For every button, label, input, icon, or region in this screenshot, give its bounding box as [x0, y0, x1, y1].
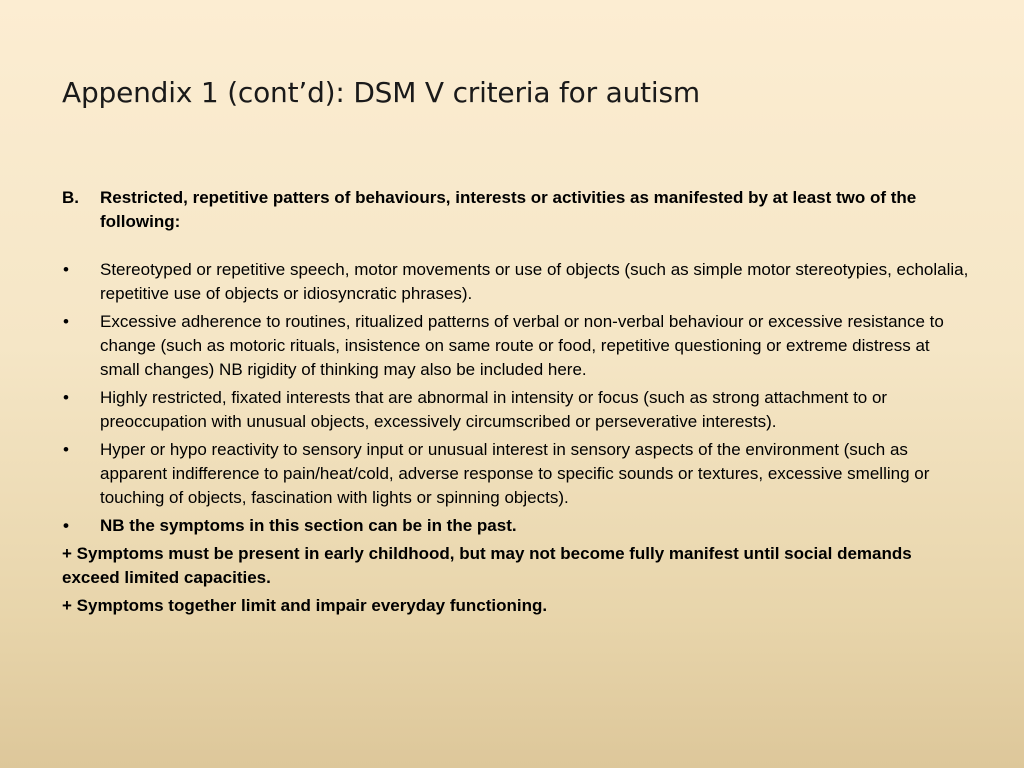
list-item	[62, 514, 972, 538]
bullet-icon: •	[63, 388, 69, 407]
section-text: Restricted, repetitive patters of behaviours, interests or activities as manifested by at least two of the following:	[100, 188, 917, 231]
note-early-childhood: + Symptoms must be present in early childhood, but may not become fully manifest until social demands exceed limited capacities.	[62, 544, 912, 587]
list-item-text: NB the symptoms in this section can be in the past.	[100, 516, 517, 535]
list-item-text: Stereotyped or repetitive speech, motor movements or use of objects (such as simple motor stereotypies, echolalia, repetitive use of objects or idiosyncratic phrases).	[100, 260, 969, 303]
bullet-icon: •	[63, 516, 69, 535]
list-item-text: Excessive adherence to routines, ritualized patterns of verbal or non-verbal behaviour or excessive resistance to change (such as motoric rituals, insistence on same route or food, repetitive questioning or extreme distress at small changes) NB rigidity of thinking may also be included here.	[100, 312, 944, 379]
section-marker: B.	[62, 188, 79, 207]
list-item	[62, 386, 972, 434]
note-everyday-functioning: + Symptoms together limit and impair everyday functioning.	[62, 596, 548, 615]
slide-body	[62, 186, 972, 622]
bullet-icon: •	[63, 312, 69, 331]
list-item-text: Hyper or hypo reactivity to sensory input or unusual interest in sensory aspects of the environment (such as apparent indifference to pain/heat/cold, adverse response to specific sounds or textures, excessive smelling or touching of objects, fascination with lights or spinning objects).	[100, 440, 930, 507]
bullet-icon: •	[63, 440, 69, 459]
bullet-icon: •	[63, 260, 69, 279]
list-item	[62, 258, 972, 306]
slide-title: Appendix 1 (cont’d): DSM V criteria for autism	[62, 76, 700, 109]
list-item	[62, 310, 972, 382]
list-item	[62, 438, 972, 510]
list-item-text: Highly restricted, fixated interests that are abnormal in intensity or focus (such as strong attachment to or preoccupation with unusual objects, excessively circumscribed or perseverative interests).	[100, 388, 888, 431]
section-b-heading	[62, 186, 972, 234]
